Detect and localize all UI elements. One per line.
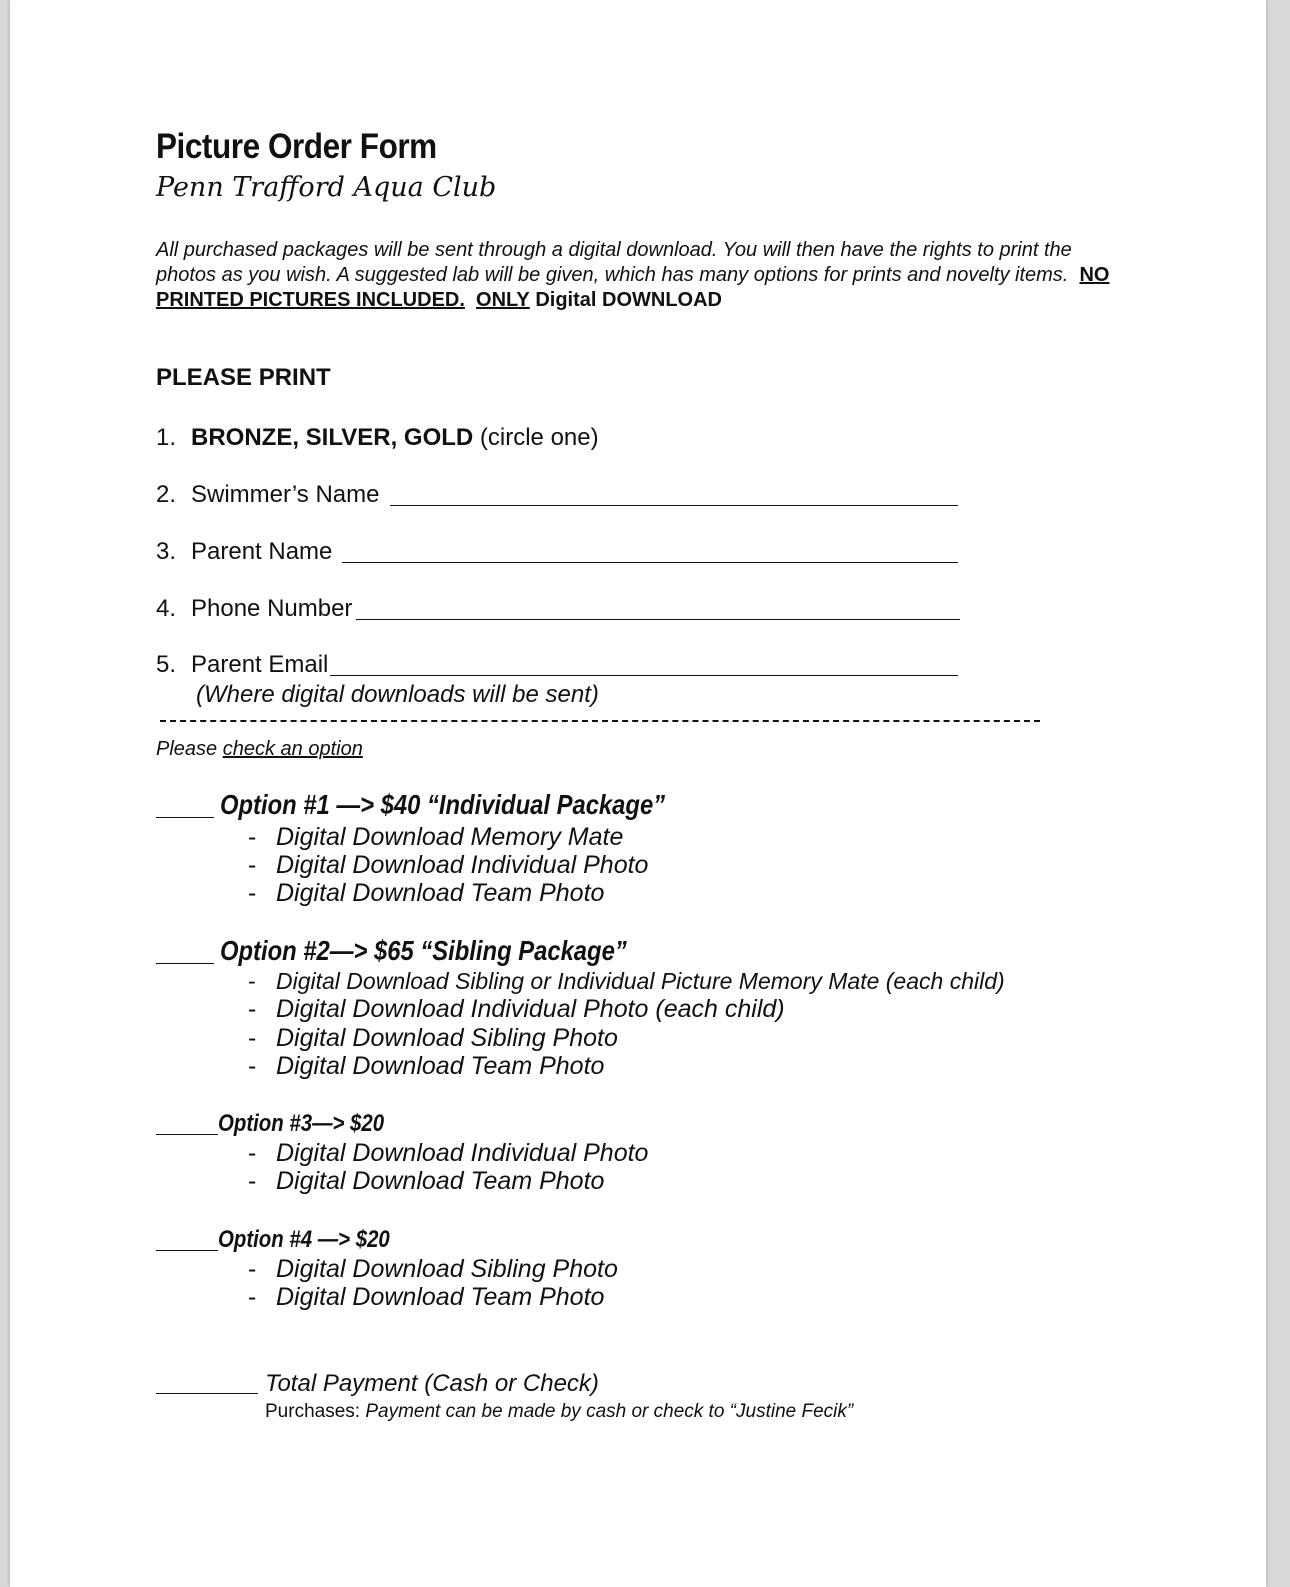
field-number: 2. <box>156 481 177 508</box>
swimmer-name-line[interactable] <box>390 505 958 506</box>
check-option-text: check an option <box>222 738 363 760</box>
field-package-level <box>156 424 599 452</box>
email-note: (Where digital downloads will be sent) <box>196 681 599 708</box>
no-printed-notice: NO PRINTED PICTURES INCLUDED. <box>156 264 1110 311</box>
option-3-item: - Digital Download Team Photo <box>248 1167 605 1195</box>
total-payment-label: Total Payment (Cash or Check) <box>265 1370 599 1397</box>
field-phone-number <box>156 595 352 623</box>
purchases-prefix: Purchases: <box>265 1401 361 1422</box>
option-1-checkbox-line[interactable] <box>156 817 214 818</box>
field-label: Swimmer’s Name <box>191 481 380 508</box>
field-number: 5. <box>156 651 177 678</box>
club-name: Penn Trafford Aqua Club <box>156 172 497 203</box>
option-4-title: Option #4 —> $20 <box>218 1226 390 1253</box>
option-2-item: - Digital Download Individual Photo (each child) <box>248 995 785 1023</box>
parent-email-line[interactable] <box>330 675 958 676</box>
option-2-title: Option #2—> $65 “Sibling Package” <box>220 935 627 966</box>
only-notice: ONLY <box>476 289 530 311</box>
option-3-title: Option #3—> $20 <box>218 1110 385 1137</box>
option-4-checkbox-line[interactable] <box>156 1250 218 1251</box>
phone-number-line[interactable] <box>356 619 960 620</box>
field-label: Parent Name <box>191 538 333 565</box>
field-parent-email <box>156 651 328 679</box>
field-number: 4. <box>156 595 177 622</box>
please-print-heading: PLEASE PRINT <box>156 364 331 391</box>
purchases-text: Payment can be made by cash or check to “Justine Fecik” <box>365 1401 854 1422</box>
option-1-title: Option #1 —> $40 “Individual Package” <box>220 789 666 820</box>
form-title: Picture Order Form <box>156 127 437 166</box>
intro-text: All purchased packages will be sent through a digital download. You will then have the rights to print the photos as you wish. A suggested lab will be given, which has many options for prints and novelty items. <box>156 239 1072 286</box>
option-4-item: - Digital Download Sibling Photo <box>248 1255 618 1283</box>
option-1-item: - Digital Download Team Photo <box>248 879 605 907</box>
field-number: 3. <box>156 538 177 565</box>
intro-paragraph <box>156 238 1116 313</box>
option-2-item: - Digital Download Sibling or Individual Picture Memory Mate (each child) <box>248 968 1005 994</box>
purchases-note <box>265 1401 853 1423</box>
cut-line-divider <box>160 720 1040 722</box>
field-number: 1. <box>156 424 177 451</box>
check-option-instruction <box>156 738 363 761</box>
total-payment-line[interactable] <box>156 1393 258 1394</box>
digital-download-notice: Digital DOWNLOAD <box>535 289 722 311</box>
option-4-item: - Digital Download Team Photo <box>248 1283 605 1311</box>
option-1-item: - Digital Download Individual Photo <box>248 851 649 879</box>
document-page <box>10 0 1266 1587</box>
option-2-item: - Digital Download Team Photo <box>248 1052 605 1080</box>
field-swimmer-name <box>156 481 379 509</box>
option-2-checkbox-line[interactable] <box>156 963 214 964</box>
package-levels: BRONZE, SILVER, GOLD <box>191 424 474 451</box>
option-2-item: - Digital Download Sibling Photo <box>248 1024 618 1052</box>
option-3-item: - Digital Download Individual Photo <box>248 1139 649 1167</box>
field-label: Parent Email <box>191 651 329 678</box>
option-1-item: - Digital Download Memory Mate <box>248 823 624 851</box>
option-3-checkbox-line[interactable] <box>156 1134 218 1135</box>
field-label: (circle one) <box>479 424 599 451</box>
check-prefix: Please <box>156 738 218 760</box>
field-parent-name <box>156 538 332 566</box>
parent-name-line[interactable] <box>342 562 958 563</box>
field-label: Phone Number <box>191 595 353 622</box>
